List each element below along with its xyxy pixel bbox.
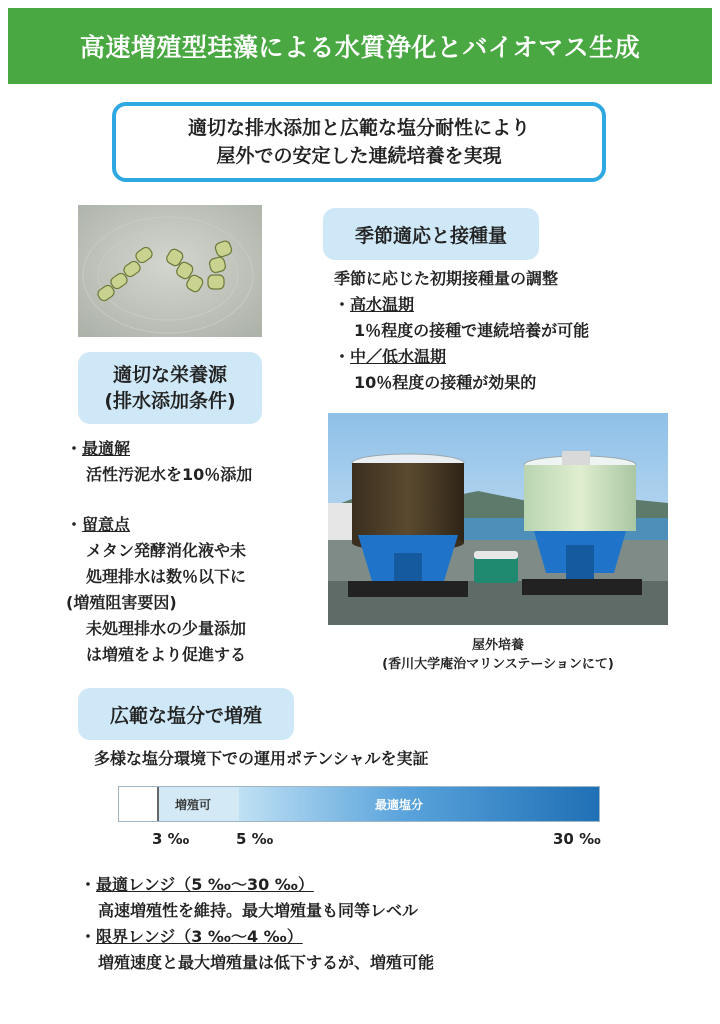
photo-caption-line-1: 屋外培養 bbox=[471, 638, 524, 653]
salinity-bar bbox=[118, 786, 600, 822]
nutrients-heading bbox=[78, 352, 262, 424]
lead-line-2: 屋外での安定した連続培養を実現 bbox=[216, 145, 502, 167]
salinity-heading-text: 広範な塩分で増殖 bbox=[109, 704, 262, 727]
label-possible: 増殖可 bbox=[175, 798, 212, 812]
range-limit-label: 限界レンジ（3 ‰〜4 ‰） bbox=[96, 927, 303, 946]
season-heading-text: 季節適応と接種量 bbox=[354, 224, 507, 247]
range-optimal-text: 高速増殖性を維持。最大増殖量も同等レベル bbox=[98, 901, 419, 920]
caution-line-4: 未処理排水の少量添加 bbox=[86, 619, 247, 638]
optimal-item: ・最適解 bbox=[66, 439, 131, 458]
nutrients-list bbox=[66, 436, 316, 668]
optimal-label: 最適解 bbox=[82, 439, 131, 458]
page-title: 高速増殖型珪藻による水質浄化とバイオマス生成 bbox=[79, 33, 641, 62]
salinity-bar-divider bbox=[157, 787, 159, 821]
range-optimal: ・最適レンジ（5 ‰〜30 ‰） bbox=[80, 875, 314, 894]
season-item-mid: ・中／低水温期 bbox=[334, 347, 447, 366]
range-optimal-label: 最適レンジ（5 ‰〜30 ‰） bbox=[96, 875, 314, 894]
tick-30: 30 ‰ bbox=[553, 830, 601, 848]
nutrients-heading-line-1: 適切な栄養源 bbox=[112, 364, 227, 386]
season-item-mid-label: 中／低水温期 bbox=[350, 347, 447, 366]
caution-line-3: (増殖阻害要因) bbox=[66, 593, 177, 612]
title-banner bbox=[8, 8, 712, 84]
season-heading bbox=[323, 208, 539, 260]
salinity-list bbox=[80, 872, 640, 976]
photo-caption-line-2: (香川大学庵治マリンステーションにて) bbox=[382, 657, 614, 672]
range-limit: ・限界レンジ（3 ‰〜4 ‰） bbox=[80, 927, 303, 946]
lead-box bbox=[112, 102, 606, 182]
tick-3: 3 ‰ bbox=[152, 830, 190, 848]
caution-label: 留意点 bbox=[82, 515, 131, 534]
photo-caption bbox=[328, 636, 668, 674]
season-item-high-text: 1％程度の接種で連続培養が可能 bbox=[354, 321, 590, 340]
range-limit-text: 増殖速度と最大増殖量は低下するが、増殖可能 bbox=[98, 953, 435, 972]
season-list bbox=[334, 266, 694, 396]
label-optimal: 最適塩分 bbox=[375, 798, 424, 812]
caution-line-1: メタン発酵消化液や未 bbox=[86, 541, 247, 560]
salinity-heading bbox=[78, 688, 294, 740]
caution-item: ・留意点 bbox=[66, 515, 131, 534]
tick-5: 5 ‰ bbox=[236, 830, 274, 848]
nutrients-heading-line-2: (排水添加条件) bbox=[104, 390, 236, 412]
optimal-text: 活性汚泥水を10％添加 bbox=[86, 465, 253, 484]
lead-line-1: 適切な排水添加と広範な塩分耐性により bbox=[187, 117, 530, 139]
season-item-mid-text: 10％程度の接種が効果的 bbox=[354, 373, 537, 392]
season-item-high-label: 高水温期 bbox=[350, 295, 415, 314]
salinity-intro: 多様な塩分環境下での運用ポテンシャルを実証 bbox=[94, 749, 429, 768]
salinity-bar-low bbox=[119, 787, 157, 821]
outdoor-culture-photo bbox=[328, 413, 668, 625]
diatom-micrograph bbox=[78, 205, 262, 337]
season-intro: 季節に応じた初期接種量の調整 bbox=[334, 269, 559, 288]
season-item-high: ・高水温期 bbox=[334, 295, 415, 314]
caution-line-5: は増殖をより促進する bbox=[86, 645, 247, 664]
caution-line-2: 処理排水は数％以下に bbox=[86, 567, 247, 586]
